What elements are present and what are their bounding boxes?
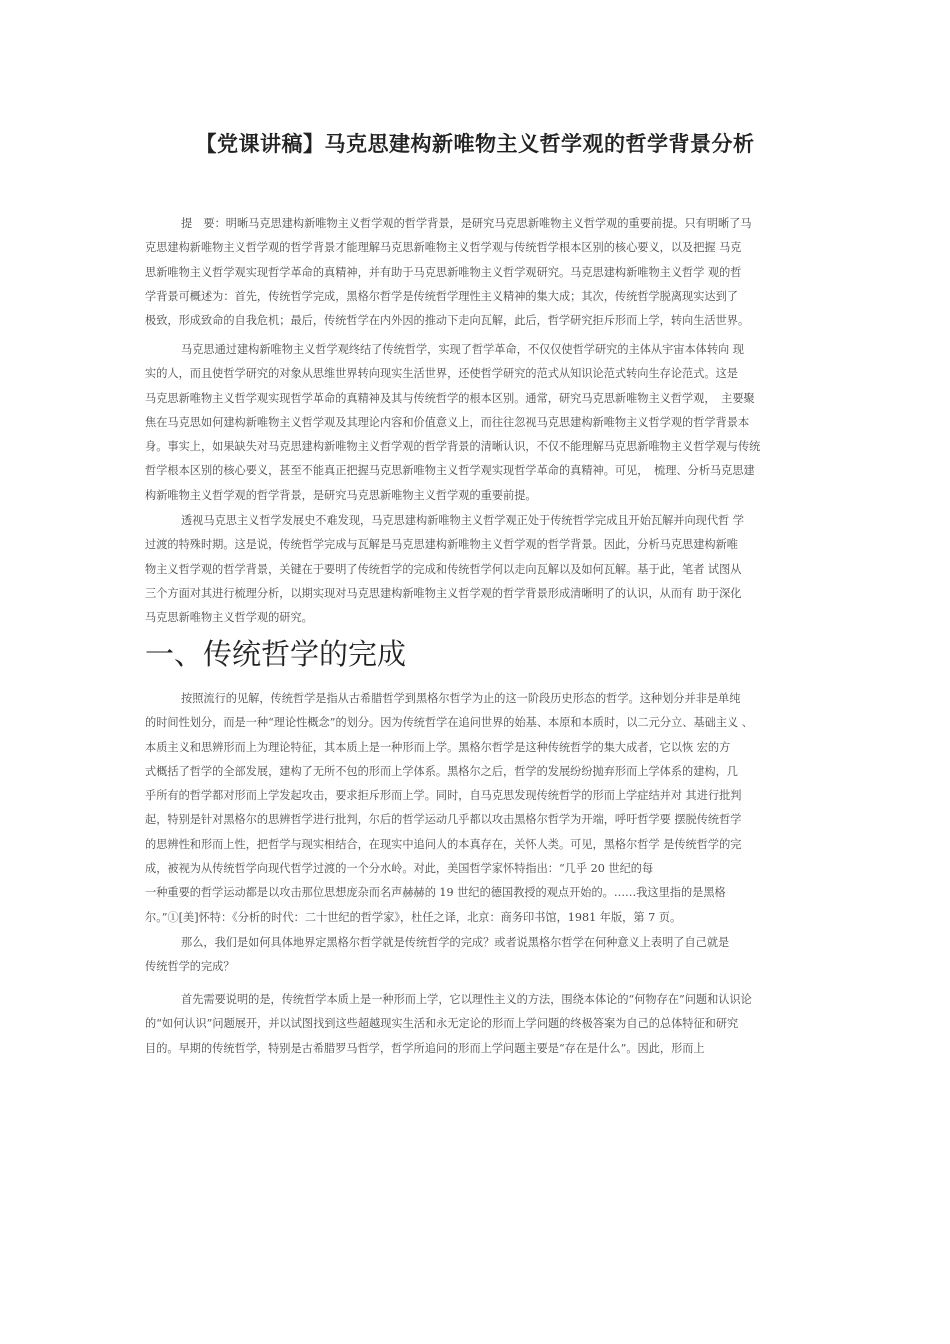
body-paragraph <box>145 687 811 930</box>
text-line: 极致，形成致命的自我危机；最后，传统哲学在内外因的推动下走向瓦解，此后，哲学研究拒斥形而上学，转向生活世界。 <box>145 314 750 328</box>
abstract-paragraph <box>145 212 811 333</box>
text-line: 本质主义和思辨形而上为理论特征，其本质上是一种形而上学。黑格尔哲学是这种传统哲学的集大成者，它以恢 宏的方 <box>145 740 731 754</box>
text-line: 成，被视为从传统哲学向现代哲学过渡的一个分水岭。对此，美国哲学家怀特指出：“几乎 20 世纪的每 <box>145 862 654 876</box>
text-line: 那么，我们是如何具体地界定黑格尔哲学就是传统哲学的完成？或者说黑格尔哲学在何种意义上表明了自己就是 <box>181 936 730 949</box>
document-title: 【党课讲稿】马克思建构新唯物主义哲学观的哲学背景分析 <box>195 132 755 156</box>
text-line: 身。事实上，如果缺失对马克思建构新唯物主义哲学观的哲学背景的清晰认识，不仅不能理解马克思新唯物主义哲学观与传统 <box>145 440 761 454</box>
text-line: 式概括了哲学的全部发展，建构了无所不包的形而上学体系。黑格尔之后，哲学的发展纷纷抛弃形而上学体系的建构，几 <box>145 764 738 778</box>
text-line: 过渡的特殊时期。这是说，传统哲学完成与瓦解是马克思建构新唯物主义哲学观的哲学背景。因此，分析马克思建构新唯 <box>145 538 738 552</box>
text-line: 物主义哲学观的哲学背景，关键在于要明了传统哲学的完成和传统哲学何以走向瓦解以及如何瓦解。基于此，笔者 试图从 <box>145 562 742 576</box>
footnote-line: 尔。”①[美]怀特：《分析的时代：二十世纪的哲学家》，杜任之译，北京：商务印书馆，1981 年版，第 7 页。 <box>145 910 682 924</box>
text-line: 一种重要的哲学运动都是以攻击那位思想庞杂而名声赫赫的 19 世纪的德国教授的观点开始的。……我这里指的是黑格 <box>145 886 726 900</box>
text-line: 目的。早期的传统哲学，特别是古希腊罗马哲学，哲学所追问的形而上学问题主要是“存在是什么”。因此，形而上 <box>145 1041 705 1055</box>
text-line: 传统哲学的完成？ <box>145 960 235 974</box>
text-line: 透视马克思主义哲学发展史不难发现，马克思建构新唯物主义哲学观正处于传统哲学完成且开始瓦解并向现代哲 学 <box>181 514 744 527</box>
text-line: 学背景可概述为：首先，传统哲学完成，黑格尔哲学是传统哲学理性主义精神的集大成；其次，传统哲学脱离现实达到了 <box>145 289 738 303</box>
text-line: 焦在马克思如何建构新唯物主义哲学观及其理论内容和价值意义上，而往往忽视马克思建构新唯物主义哲学观的哲学背景本 <box>145 415 750 429</box>
text-line: 按照流行的见解，传统哲学是指从古希腊哲学到黑格尔哲学为止的这一阶段历史形态的哲学。这种划分并非是单纯 <box>181 692 741 705</box>
text-line: 马克思新唯物主义哲学观的研究。 <box>145 611 313 625</box>
body-paragraph <box>145 988 811 1061</box>
text-line: 的思辨性和形而上性，把哲学与现实相结合，在现实中追问人的本真存在，关怀人类。可见，黑格尔哲学 是传统哲学的完 <box>145 837 742 851</box>
text-line: 提 要：明晰马克思建构新唯物主义哲学观的哲学背景，是研究马克思新唯物主义哲学观的重要前提。只有明晰了马 <box>181 217 752 230</box>
text-line: 的“如何认识”问题展开，并以试图找到这些超越现实生活和永无定论的形而上学问题的终极答案为自己的总体特征和研究 <box>145 1017 739 1031</box>
text-line: 马克思新唯物主义哲学观实现哲学革命的真精神及其与传统哲学的根本区别。通常，研究马克思新唯物主义哲学观， 主要聚 <box>145 391 755 405</box>
body-paragraph <box>145 931 811 980</box>
body-paragraph <box>145 338 811 508</box>
text-line: 起，特别是针对黑格尔的思辨哲学进行批判，尔后的哲学运动几乎都以攻击黑格尔哲学为开端，呼吁哲学要 摆脱传统哲学 <box>145 813 742 827</box>
text-line: 实的人，而且使哲学研究的对象从思维世界转向现实生活世界，还使哲学研究的范式从知识论范式转向生存论范式。这是 <box>145 367 738 381</box>
section-heading: 一、传统哲学的完成 <box>145 637 407 671</box>
text-line: 的时间性划分，而是一种“理论性概念”的划分。因为传统哲学在追问世界的始基、本原和本质时，以二元分立、基础主义 、 <box>145 716 753 730</box>
text-line: 乎所有的哲学都对形而上学发起攻击，要求拒斥形而上学。同时，自马克思发现传统哲学的形而上学症结并对 其进行批判 <box>145 789 742 803</box>
text-line: 哲学根本区别的核心要义，甚至不能真正把握马克思新唯物主义哲学观实现哲学革命的真精神。可见， 梳理、分析马克思建 <box>145 464 755 478</box>
text-line: 三个方面对其进行梳理分析，以期实现对马克思建构新唯物主义哲学观的哲学背景形成清晰明了的认识，从而有 助于深化 <box>145 586 742 600</box>
body-paragraph <box>145 509 811 630</box>
text-line: 思新唯物主义哲学观实现哲学革命的真精神，并有助于马克思新唯物主义哲学观研究。马克思建构新唯物主义哲学 观的哲 <box>145 265 742 279</box>
text-line: 首先需要说明的是，传统哲学本质上是一种形而上学，它以理性主义的方法，围绕本体论的“何物存在”问题和认识论 <box>181 993 752 1006</box>
text-line: 构新唯物主义哲学观的哲学背景，是研究马克思新唯物主义哲学观的重要前提。 <box>145 488 537 502</box>
text-line: 克思建构新唯物主义哲学观的哲学背景才能理解马克思新唯物主义哲学观与传统哲学根本区别的核心要义，以及把握 马克 <box>145 241 742 255</box>
text-line: 马克思通过建构新唯物主义哲学观终结了传统哲学，实现了哲学革命，不仅仅使哲学研究的主体从宇宙本体转向 现 <box>181 343 744 356</box>
